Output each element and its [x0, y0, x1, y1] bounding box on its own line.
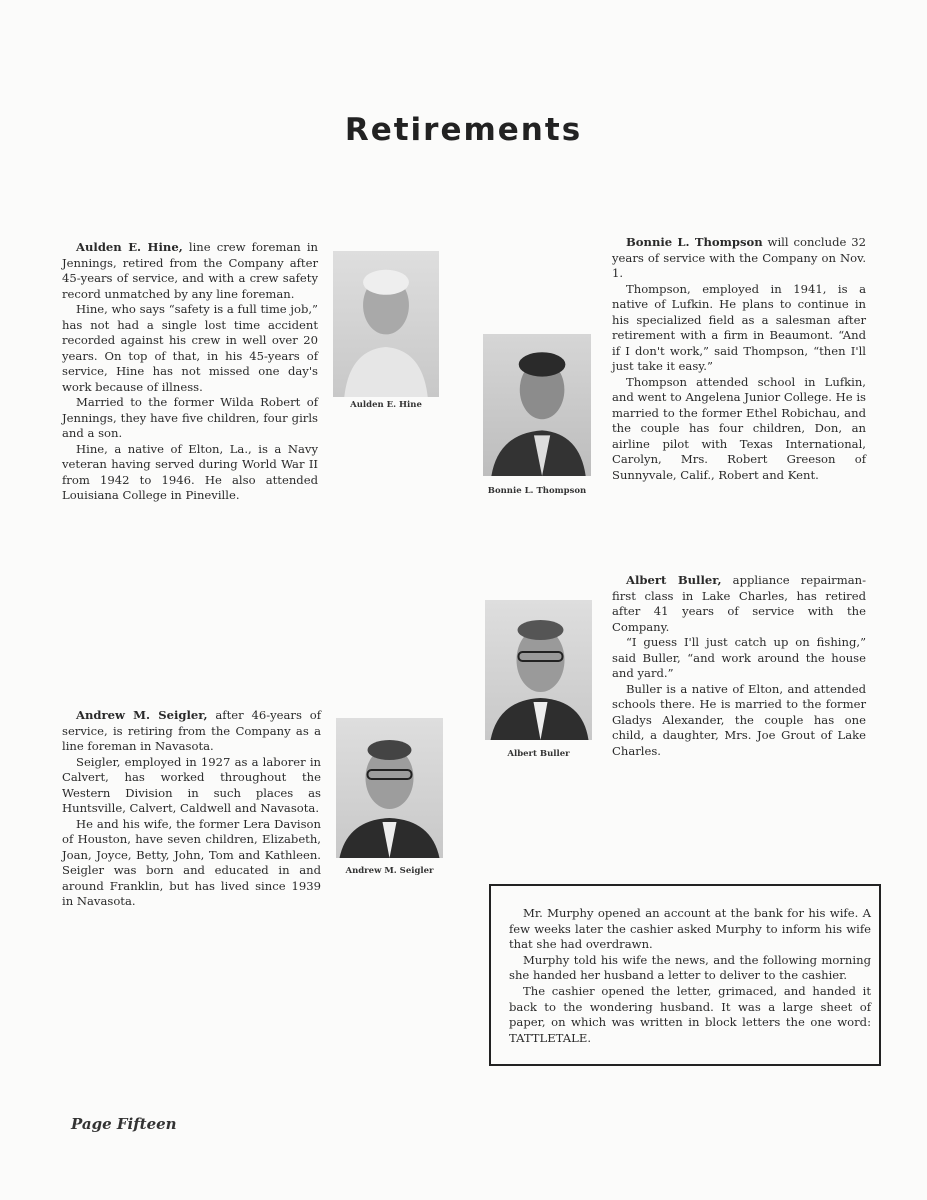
article-paragraph: Hine, a native of Elton, La., is a Navy veteran having served during World War II from 1942 to 1946. He also attended Louisiana College in Pineville.	[62, 441, 318, 502]
article-thompson	[612, 235, 866, 483]
anecdote-paragraph: The cashier opened the letter, grimaced, and handed it back to the wondering husband. It was a large sheet of paper, on which was written in block letters the one word: TATTLETALE.	[509, 983, 871, 1045]
anecdote-box	[489, 884, 881, 1066]
article-paragraph: Married to the former Wilda Robert of Jennings, they have five children, four girls and a son.	[62, 395, 318, 440]
photo-caption: Andrew M. Seigler	[345, 866, 434, 876]
photo-caption: Bonnie L. Thompson	[487, 486, 587, 496]
page-number: Page Fifteen	[71, 1115, 177, 1133]
anecdote-paragraph: Mr. Murphy opened an account at the bank for his wife. A few weeks later the cashier asked Murphy to inform his wife that she had overdrawn.	[509, 906, 871, 952]
photo-caption: Aulden E. Hine	[350, 400, 422, 410]
article-lead-name: Andrew M. Seigler,	[76, 708, 208, 722]
article-seigler	[62, 708, 321, 910]
page-title: Retirements	[344, 112, 583, 148]
article-paragraph: will conclude 32 years of service with the Company on Nov. 1.	[612, 235, 866, 280]
portrait-photo-buller	[485, 600, 592, 740]
article-paragraph: line crew foreman in Jennings, retired from the Company after 45-years of service, and with a crew safety record unmatched by any line foreman.	[62, 240, 318, 301]
article-hine	[62, 240, 318, 504]
article-lead-name: Bonnie L. Thompson	[626, 235, 763, 249]
photo-caption: Albert Buller	[507, 749, 570, 759]
anecdote-paragraph: Murphy told his wife the news, and the following morning she handed her husband a letter to deliver to the cashier.	[509, 952, 871, 983]
article-lead-name: Aulden E. Hine,	[76, 240, 183, 254]
article-buller	[612, 573, 866, 759]
article-paragraph: Buller is a native of Elton, and attended schools there. He is married to the former Gladys Alexander, the couple has one child, a daughter, Mrs. Joe Grout of Lake Charles.	[612, 681, 866, 758]
article-paragraph: after 46-years of service, is retiring from the Company as a line foreman in Navasota.	[62, 708, 322, 753]
portrait-photo-thompson	[483, 334, 591, 476]
article-paragraph: He and his wife, the former Lera Davison of Houston, have seven children, Elizabeth, Joan, Joyce, Betty, John, Tom and Kathleen. Seigler was born and educated in and around Franklin, but has lived since 1939 in Navasota.	[62, 816, 321, 908]
article-paragraph: Thompson attended school in Lufkin, and went to Angelena Junior College. He is married to the former Ethel Robichau, and the couple has four children, Don, an airline pilot with Texas International, Carolyn, Mrs. Robert Greeson of Sunnyvale, Calif., Robert and Kent.	[612, 374, 866, 482]
article-paragraph: appliance repairman-first class in Lake Charles, has retired after 41 years of service with the Company.	[612, 573, 866, 634]
portrait-photo-seigler	[336, 718, 443, 858]
article-paragraph: Thompson, employed in 1941, is a native of Lufkin. He plans to continue in his specialized field as a salesman after retirement with a firm in Beaumont. “And if I don't work,” said Thompson, “then I'll just take it easy.”	[612, 281, 866, 373]
article-paragraph: “I guess I'll just catch up on fishing,” said Buller, “and work around the house and yard.”	[612, 635, 866, 680]
article-lead-name: Albert Buller,	[626, 573, 722, 587]
article-paragraph: Hine, who says “safety is a full time job,” has not had a single lost time accident recorded against his crew in well over 20 years. On top of that, in his 45-years of service, Hine has not missed one day's work because of illness.	[62, 302, 318, 394]
article-paragraph: Seigler, employed in 1927 as a laborer in Calvert, has worked throughout the Western Division in such places as Huntsville, Calvert, Caldwell and Navasota.	[62, 754, 321, 815]
anecdote-text	[509, 906, 871, 1046]
portrait-photo-hine	[333, 251, 439, 397]
